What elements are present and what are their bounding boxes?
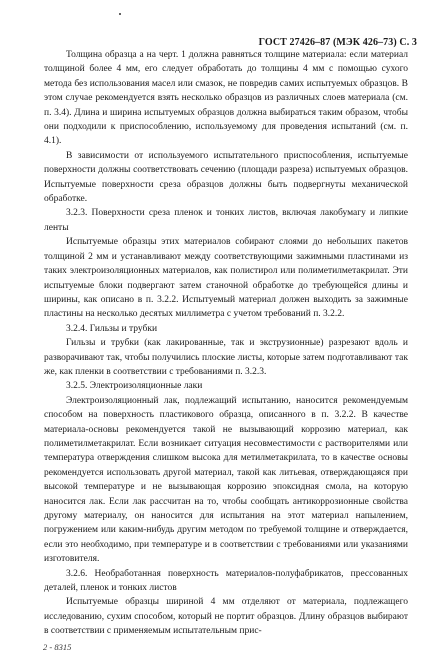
paragraph: В зависимости от используемого испытательного приспособления, испытуемые поверхности должны соответствовать сечению (площади разреза) испытуемых образцов. Испытуемые поверхности среза образцов должны быть подвергнуты механической обработке. (44, 150, 408, 205)
paragraph: Гильзы и трубки (как лакированные, так и экструзионные) разрезают вдоль и разворачивают так, чтобы получились плоские листы, которые затем подготавливают так же, как пленки в соответствии с требованиями п. 3.2.3. (44, 338, 408, 377)
paragraph: 3.2.4. Гильзы и трубки (66, 323, 158, 334)
paragraph: 3.2.3. Поверхности среза пленок и тонких листов, включая лакобумагу и липкие ленты (44, 208, 408, 233)
page-footer: 2 - 8315 (43, 642, 72, 652)
paragraph: Испытуемые образцы этих материалов собирают слоями до небольших пакетов толщиной 2 мм и устанавливают между соответствующими зажимными пластинами из таких электроизоляционных материалов, как полистирол или полиметилметакрилат. Эти испытуемые блоки подвергают затем станочной обработке до требующейся длины и ширины, как описано в п. 3.2.2. Испытуемый материал должен выходить за зажимные пластины на несколько десятых миллиметра с учетом требований п. 3.2.2. (44, 237, 408, 320)
document-body (44, 48, 408, 639)
paragraph: Толщина образца a на черт. 1 должна равняться толщине материала: если материал толщиной более 4 мм, его следует обработать до толщины 4 мм с помощью сухого метода без использования масел или смазок, не повредив самих испытуемых образцов. В этом случае рекомендуется взять несколько образцов из различных слоев материала (см. п. 3.4). Длина и ширина испытуемых образцов должна выбираться таким образом, чтобы они подходили к приспособлению, используемому для проведения испытаний (см. п. 4.1). (44, 50, 408, 147)
paragraph: 3.2.5. Электроизоляционные лаки (66, 381, 203, 392)
paragraph: Испытуемые образцы шириной 4 мм отделяют от материала, подлежащего исследованию, сухим способом, который не портит образцов. Длину образцов выбирают в соответствии с применяемым испытательным прис- (44, 597, 408, 637)
page-header: ГОСТ 27426–87 (МЭК 426–73) С. 3 (258, 37, 417, 48)
print-speck (119, 13, 121, 15)
paragraph: Электроизоляционный лак, подлежащий испытанию, наносится рекомендуемым способом на поверхность пластикового образца, описанного в п. 3.2.2. В качестве материала-основы рекомендуется такой не вызывающий коррозию материал, как полиметилметакрилат. Если возникает ситуация несовместимости с растворителями или температура отверждения слишком высока для метилметакрилата, то в качестве основы рекомендуется использовать другой материал, такой как литьевая, отверждающаяся при высокой температуре и не вызывающая коррозию эпоксидная смола, на которую наносится лак. Если лак рассчитан на то, чтобы сообщать антикоррозионные свойства другому материалу, он наносится для испытания на этот материал напылением, погружением или каким-нибудь другим методом по требуемой толщине и отверждается, если это необходимо, при температуре и в соответствии с требованиями или указаниями изготовителя. (44, 395, 408, 565)
paragraph: 3.2.6. Необработанная поверхность материалов-полуфабрикатов, прессованных деталей, пленок и тонких листов (44, 568, 408, 594)
